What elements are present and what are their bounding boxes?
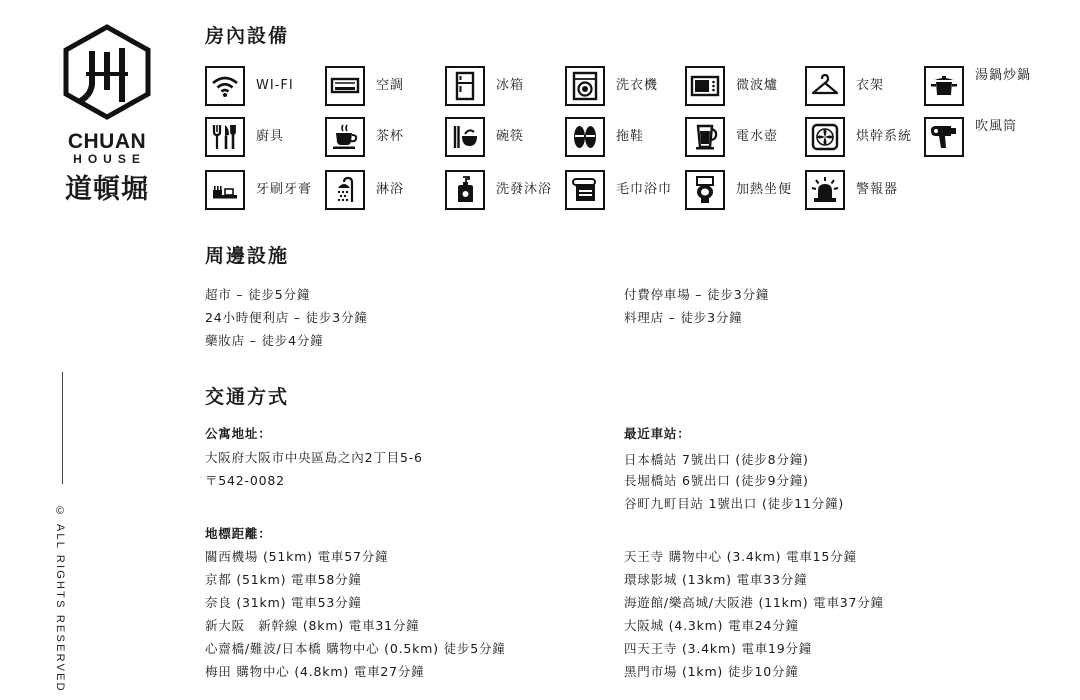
amenity-label: 衣架: [856, 78, 885, 93]
fridge-icon: [445, 66, 485, 106]
slippers-icon: [565, 117, 605, 157]
landmark-item: 關西機場 (51km) 電車57分鐘: [205, 549, 389, 564]
station-label: 最近車站：: [624, 426, 691, 441]
station-line: 長堀橋站 6號出口 (徒步9分鐘): [624, 473, 809, 488]
landmark-item: 黑門市場 (1km) 徒步10分鐘: [624, 664, 799, 679]
amenity-label: 空調: [376, 78, 405, 93]
chuan-house-logo: [62, 24, 152, 120]
amenity-kitchenware: [205, 117, 284, 157]
vertical-divider: [62, 372, 63, 484]
amenity-air-conditioner: [325, 66, 404, 106]
station-line: 日本橋站 7號出口 (徒步8分鐘): [624, 452, 809, 467]
kitchenware-icon: [205, 117, 245, 157]
amenity-shampoo: [445, 170, 552, 210]
amenity-label: 冰箱: [496, 78, 525, 93]
amenity-label: 茶杯: [376, 129, 405, 144]
amenity-label: 毛巾浴巾: [616, 182, 673, 197]
surroundings-item: 料理店 – 徒步3分鐘: [624, 310, 743, 325]
wifi-icon: [205, 66, 245, 106]
amenity-heated-toilet: [685, 170, 792, 210]
landmark-item: 新大阪 新幹線 (8km) 電車31分鐘: [205, 618, 420, 633]
amenity-alarm: [805, 170, 898, 210]
microwave-icon: [685, 66, 725, 106]
alarm-icon: [805, 170, 845, 210]
amenity-wifi: [205, 66, 294, 106]
amenity-label: 碗筷: [496, 129, 525, 144]
toothbrush-icon: [205, 170, 245, 210]
teacup-icon: [325, 117, 365, 157]
dryer-fan-icon: [805, 117, 845, 157]
washing-machine-icon: [565, 66, 605, 106]
amenity-microwave: [685, 66, 778, 106]
amenity-washing-machine: [565, 66, 658, 106]
brand-subtitle: HOUSE: [73, 152, 146, 166]
station-line: 谷町九町目站 1號出口 (徒步11分鐘): [624, 496, 845, 511]
towel-icon: [565, 170, 605, 210]
amenity-hair-dryer: [924, 117, 1017, 157]
amenity-towel: [565, 170, 672, 210]
landmark-item: 四天王寺 (3.4km) 電車19分鐘: [624, 641, 813, 656]
amenity-bowl-chopsticks: [445, 117, 524, 157]
pot-icon: [924, 66, 964, 106]
surroundings-title: 周邊設施: [205, 245, 290, 267]
amenity-label: 烘幹系統: [856, 129, 913, 144]
amenity-slippers: [565, 117, 644, 157]
amenity-label: 吹風筒: [975, 119, 1018, 134]
amenity-label: 牙刷牙膏: [256, 182, 313, 197]
amenity-label: 拖鞋: [616, 129, 645, 144]
landmark-item: 環球影城 (13km) 電車33分鐘: [624, 572, 808, 587]
amenity-label: 淋浴: [376, 182, 405, 197]
landmark-item: 梅田 購物中心 (4.8km) 電車27分鐘: [205, 664, 425, 679]
transport-title: 交通方式: [205, 386, 290, 408]
landmark-item: 大阪城 (4.3km) 電車24分鐘: [624, 618, 799, 633]
surroundings-item: 付費停車場 – 徒步3分鐘: [624, 287, 770, 302]
amenity-label: 警報器: [856, 182, 899, 197]
landmark-label: 地標距離：: [205, 526, 272, 541]
amenity-dryer-fan: [805, 117, 912, 157]
heated-toilet-icon: [685, 170, 725, 210]
amenity-label: 電水壺: [736, 129, 779, 144]
address-line: 大阪府大阪市中央區島之內2丁目5-6: [205, 450, 423, 465]
amenity-label: 洗發沐浴: [496, 182, 553, 197]
amenity-hanger: [805, 66, 884, 106]
landmark-item: 奈良 (31km) 電車53分鐘: [205, 595, 362, 610]
surroundings-item: 24小時便利店 – 徒步3分鐘: [205, 310, 368, 325]
kettle-icon: [685, 117, 725, 157]
amenity-label: 微波爐: [736, 78, 779, 93]
landmark-item: 京都 (51km) 電車58分鐘: [205, 572, 362, 587]
shampoo-icon: [445, 170, 485, 210]
amenity-pot: [924, 66, 1031, 106]
amenity-toothbrush: [205, 170, 312, 210]
amenity-label: 湯鍋炒鍋: [975, 68, 1032, 83]
amenity-fridge: [445, 66, 524, 106]
landmark-item: 天王寺 購物中心 (3.4km) 電車15分鐘: [624, 549, 857, 564]
copyright-text: © ALL RIGHTS RESERVED: [54, 505, 66, 693]
brand-location: 道頓堀: [65, 174, 149, 205]
address-label: 公寓地址：: [205, 426, 272, 441]
hanger-icon: [805, 66, 845, 106]
landmark-item: 心齋橋/難波/日本橋 購物中心 (0.5km) 徒步5分鐘: [205, 641, 506, 656]
bowl-chopsticks-icon: [445, 117, 485, 157]
amenity-label: WI-FI: [256, 78, 294, 93]
amenity-label: 加熱坐便: [736, 182, 793, 197]
amenity-teacup: [325, 117, 404, 157]
hair-dryer-icon: [924, 117, 964, 157]
amenities-title: 房內設備: [205, 25, 290, 47]
amenity-shower: [325, 170, 404, 210]
surroundings-item: 超市 – 徒步5分鐘: [205, 287, 311, 302]
landmark-item: 海遊館/樂高城/大阪港 (11km) 電車37分鐘: [624, 595, 884, 610]
amenity-label: 廚具: [256, 129, 285, 144]
postal-code: 〒542-0082: [205, 473, 285, 488]
amenity-kettle: [685, 117, 778, 157]
shower-icon: [325, 170, 365, 210]
air-conditioner-icon: [325, 66, 365, 106]
amenity-label: 洗衣機: [616, 78, 659, 93]
brand-name: CHUAN: [67, 130, 147, 153]
surroundings-item: 藥妝店 – 徒步4分鐘: [205, 333, 324, 348]
